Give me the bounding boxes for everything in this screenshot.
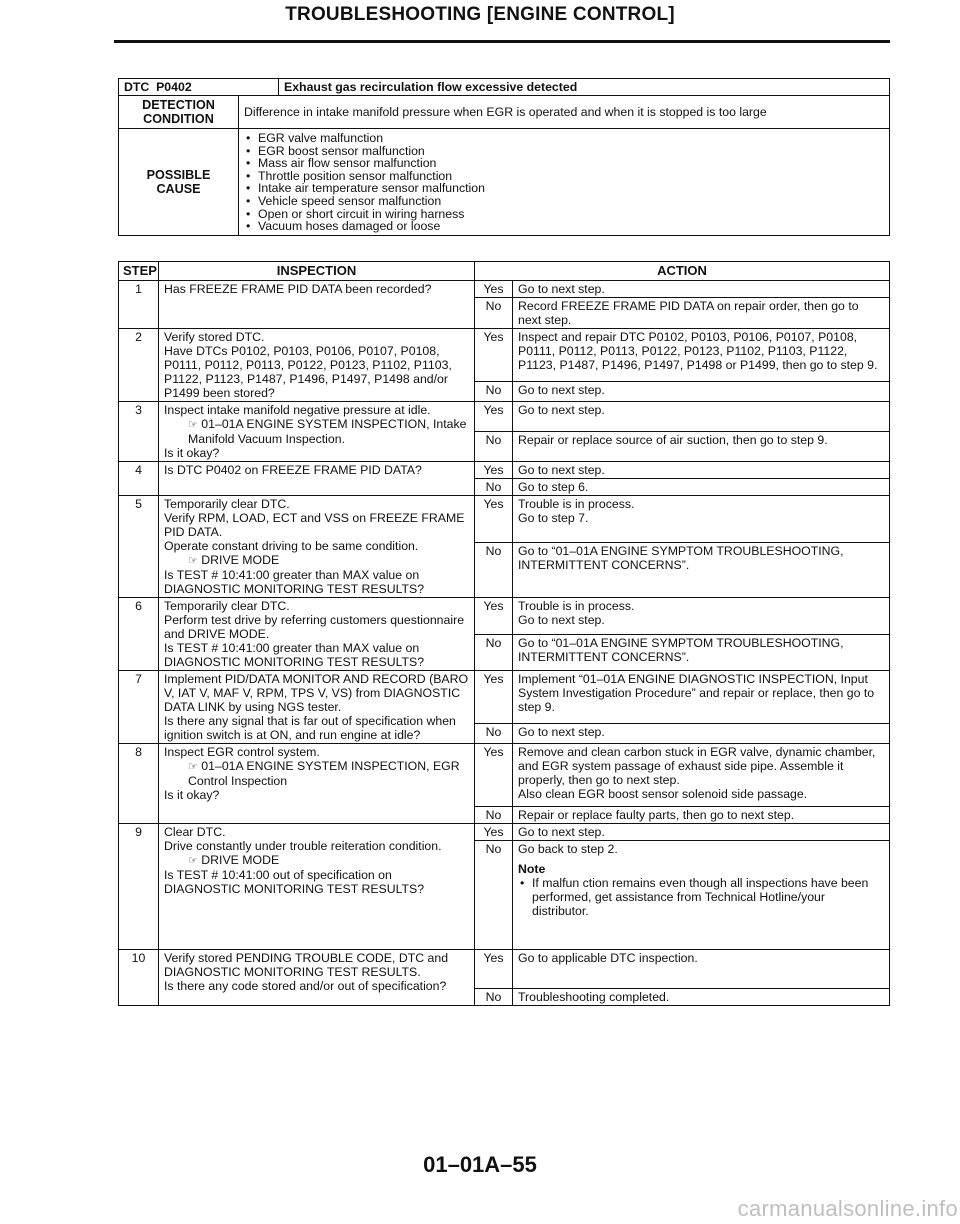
no-label: No [475,989,513,1006]
no-action-with-note [513,841,890,950]
yes-label: Yes [475,462,513,479]
reference-icon: ☞ [188,555,198,567]
inspection-text: Temporarily clear DTC. Verify RPM, LOAD, ECT and VSS on FREEZE FRAME PID DATA. Operate constant driving to be same condition. [164,497,465,553]
yes-action: Go to next step. [513,402,890,432]
table-row [119,671,890,724]
inspection-text: Inspect intake manifold negative pressure at idle. [164,403,431,417]
no-action: Repair or replace source of air suction, then go to step 9. [513,432,890,462]
no-action: Go back to step 2. [518,842,618,856]
inspection-text: Inspect EGR control system. [164,745,320,759]
cause-item: • Throttle position sensor malfunction [244,170,884,183]
no-label: No [475,634,513,671]
table-row [119,950,890,989]
step-inspection: Implement PID/DATA MONITOR AND RECORD (BARO V, IAT V, MAF V, RPM, TPS V, VS) from DIAGNOSTIC DATA LINK by using NGS tester. Is there any signal that is far out of specification when ignition switch is at ON, and run engine at idle? [159,671,475,744]
step-inspection: Temporarily clear DTC. Perform test drive by referring customers questionnaire and DRIVE MODE. Is TEST # 10:41:00 greater than MAX value on DIAGNOSTIC MONITORING TEST RESULTS? [159,598,475,671]
no-label: No [475,543,513,598]
reference [164,759,469,788]
cause-item: • EGR valve malfunction [244,132,884,145]
inspection-question: Is TEST # 10:41:00 out of specification on DIAGNOSTIC MONITORING TEST RESULTS? [164,868,425,896]
reference-text: 01–01A ENGINE SYSTEM INSPECTION, Intake Manifold Vacuum Inspection. [188,417,467,446]
inspection-text: Clear DTC. Drive constantly under trouble reiteration condition. [164,825,442,853]
step-number: 6 [119,598,159,671]
reference [164,417,469,446]
inspection-question: Is it okay? [164,788,220,802]
no-label: No [475,723,513,743]
table-row [119,744,890,807]
yes-label: Yes [475,824,513,841]
yes-label: Yes [475,950,513,989]
watermark: carmanualsonline.info [737,1196,958,1221]
no-action: Go to step 6. [513,479,890,496]
no-label: No [475,841,513,950]
yes-action: Remove and clean carbon stuck in EGR valve, dynamic chamber, and EGR system passage of exhaust side pipe. Assemble it properly, then go to next step. Also clean EGR boost sensor solenoid side passage. [513,744,890,807]
reference [164,853,279,868]
step-inspection [159,824,475,950]
step-header: STEP [119,262,159,281]
step-inspection [159,744,475,824]
possible-cause-list [239,129,890,236]
step-number: 7 [119,671,159,744]
inspection-question: Is it okay? [164,446,220,460]
no-action: Record FREEZE FRAME PID DATA on repair order, then go to next step. [513,298,890,329]
step-number: 10 [119,950,159,1006]
page-title: TROUBLESHOOTING [ENGINE CONTROL] [285,4,675,25]
possible-cause-label: POSSIBLE CAUSE [119,129,239,236]
yes-label: Yes [475,744,513,807]
no-label: No [475,381,513,401]
step-inspection [159,402,475,462]
step-number: 8 [119,744,159,824]
yes-action: Trouble is in process. Go to next step. [513,598,890,635]
yes-action: Inspect and repair DTC P0102, P0103, P0106, P0107, P0108, P0111, P0112, P0113, P0122, P0123, P1102, P1103, P1122, P1123, P1487, P1496, P1497, P1498 or P1499, then go to step 9. [513,329,890,382]
yes-label: Yes [475,402,513,432]
dtc-description: Exhaust gas recirculation flow excessive detected [279,79,890,96]
dtc-code: DTC P0402 [119,79,279,96]
note-text: • If malfun ction remains even though all inspections have been performed, get assistance from Technical Hotline/your distributor. [518,876,884,918]
yes-label: Yes [475,496,513,543]
step-number: 3 [119,402,159,462]
step-number: 2 [119,329,159,402]
step-inspection: Is DTC P0402 on FREEZE FRAME PID DATA? [159,462,475,496]
step-number: 5 [119,496,159,598]
reference-text: 01–01A ENGINE SYSTEM INSPECTION, EGR Control Inspection [188,759,460,788]
no-action: Go to “01–01A ENGINE SYMPTOM TROUBLESHOOTING, INTERMITTENT CONCERNS”. [513,634,890,671]
no-action: Troubleshooting completed. [513,989,890,1006]
step-inspection [159,496,475,598]
title-underline [114,40,890,43]
detection-condition-text: Difference in intake manifold pressure when EGR is operated and when it is stopped is too large [239,96,890,129]
yes-action: Go to next step. [513,824,890,841]
inspection-header: INSPECTION [159,262,475,281]
table-row [119,281,890,298]
yes-action: Go to next step. [513,281,890,298]
no-label: No [475,479,513,496]
yes-action: Trouble is in process. Go to step 7. [513,496,890,543]
yes-action: Go to next step. [513,462,890,479]
reference-text: DRIVE MODE [201,553,280,567]
cause-item: • Open or short circuit in wiring harness [244,208,884,221]
yes-label: Yes [475,329,513,382]
reference-text: DRIVE MODE [201,853,280,867]
dtc-info-table [118,78,890,236]
table-row [119,462,890,479]
step-number: 4 [119,462,159,496]
reference-icon: ☞ [188,761,198,773]
step-inspection: Verify stored PENDING TROUBLE CODE, DTC and DIAGNOSTIC MONITORING TEST RESULTS. Is there any code stored and/or out of specification? [159,950,475,1006]
no-action: Repair or replace faulty parts, then go to next step. [513,807,890,824]
note-title: Note [518,862,546,876]
page-number: 01–01A–55 [423,1152,537,1177]
no-label: No [475,432,513,462]
cause-item: • Mass air flow sensor malfunction [244,157,884,170]
table-row [119,402,890,432]
detection-condition-label: DETECTION CONDITION [119,96,239,129]
yes-label: Yes [475,598,513,635]
cause-item: • Vehicle speed sensor malfunction [244,195,884,208]
reference-icon: ☞ [188,855,198,867]
yes-action: Go to applicable DTC inspection. [513,950,890,989]
inspection-steps-table [118,261,890,1006]
cause-item: • Intake air temperature sensor malfunction [244,182,884,195]
step-inspection: Verify stored DTC. Have DTCs P0102, P0103, P0106, P0107, P0108, P0111, P0112, P0113, P0122, P0123, P1102, P1103, P1122, P1123, P1487, P1496, P1497, P1498 and/or P1499 been stored? [159,329,475,402]
table-row [119,598,890,635]
no-action: Go to next step. [513,723,890,743]
reference-icon: ☞ [188,419,198,431]
step-number: 9 [119,824,159,950]
table-row [119,329,890,382]
yes-label: Yes [475,671,513,724]
cause-item: • EGR boost sensor malfunction [244,145,884,158]
step-inspection: Has FREEZE FRAME PID DATA been recorded? [159,281,475,329]
step-number: 1 [119,281,159,329]
reference [164,553,279,568]
table-row [119,824,890,841]
no-label: No [475,807,513,824]
no-action: Go to “01–01A ENGINE SYMPTOM TROUBLESHOOTING, INTERMITTENT CONCERNS”. [513,543,890,598]
action-header: ACTION [475,262,890,281]
inspection-question: Is TEST # 10:41:00 greater than MAX value on DIAGNOSTIC MONITORING TEST RESULTS? [164,568,425,596]
cause-item: • Vacuum hoses damaged or loose [244,220,884,233]
yes-label: Yes [475,281,513,298]
no-action: Go to next step. [513,381,890,401]
table-row [119,496,890,543]
no-label: No [475,298,513,329]
yes-action: Implement “01–01A ENGINE DIAGNOSTIC INSPECTION, Input System Investigation Procedure” and repair or replace, then go to step 9. [513,671,890,724]
